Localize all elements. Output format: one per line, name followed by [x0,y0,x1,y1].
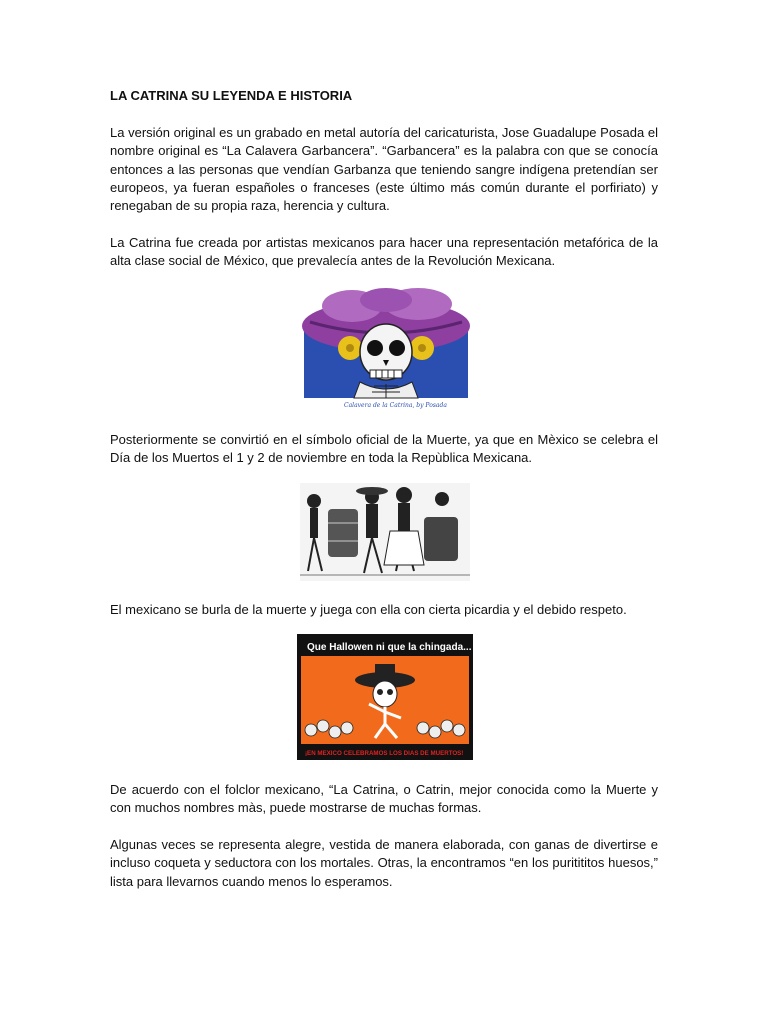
catrina-caption: Calavera de la Catrina, by Posada [344,402,447,409]
paragraph-symbol: Posteriormente se convirtió en el símbolo oficial de la Muerte, ya que en Mèxico se celebra el Día de los Muertos el 1 y 2 de noviembre en toda la Repùblica Mexicana. [110,432,658,466]
paragraph-origin: La versión original es un grabado en metal autoría del caricaturista, Jose Guadalupe Posada el nombre original es “La Calavera Garbancera”. “Garbancera” es la palabra con que se conocía entonces a las personas que vendían Garbanza que teniendo sangre indígena pretendían ser europeos, ya fueran españoles o franceses (este último más común durante el porfiriato) y renegaban de su propia raza, herencia y cultura. [110,125,658,214]
paragraph-mockery: El mexicano se burla de la muerte y juega con ella con cierta picardia y el debido respeto. [110,602,627,617]
catrina-illustration [300,286,472,410]
skeletons-engraving [300,483,470,581]
skeleton-scene-illustration [300,483,470,581]
poster-bottom-text: ¡EN MEXICO CELEBRAMOS LOS DIAS DE MUERTOS! [305,750,464,757]
poster-illustration [297,634,473,760]
catrina-image [300,286,472,410]
paragraph-representations: Algunas veces se representa alegre, vestida de manera elaborada, con ganas de divertirse e incluso coqueta y seductora con los mortales. Otras, la encontramos “en los puritititos huesos,” lista para llevarnos cuando menos lo esperamos. [110,837,658,889]
document-title: LA CATRINA SU LEYENDA E HISTORIA [110,88,353,103]
halloween-poster [297,634,473,760]
poster-top-text: Que Hallowen ni que la chingada... [307,642,472,653]
paragraph-folklore: De acuerdo con el folclor mexicano, “La Catrina, o Catrin, mejor conocida como la Muerte y con muchos nombres màs, puede mostrarse de muchas formas. [110,782,658,816]
paragraph-creation: La Catrina fue creada por artistas mexicanos para hacer una representación metafórica de la alta clase social de México, que prevalecía antes de la Revolución Mexicana. [110,235,658,269]
